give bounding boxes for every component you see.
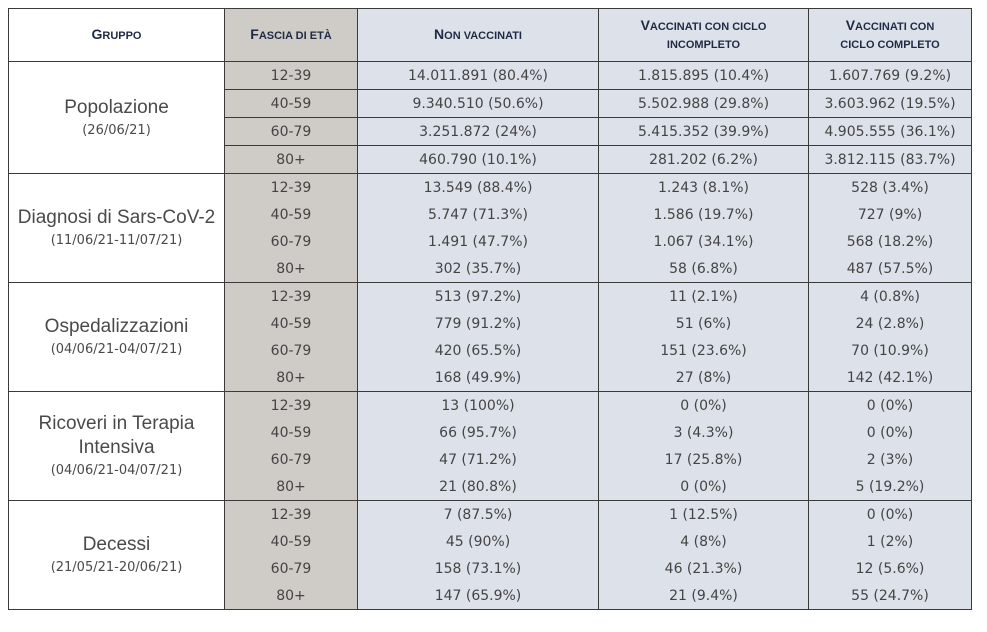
complete-cycle-cell: 528 (3.4%)	[809, 174, 972, 202]
incomplete-cycle-cell: 3 (4.3%)	[599, 419, 809, 446]
incomplete-cycle-cell: 1.586 (19.7%)	[599, 201, 809, 228]
incomplete-cycle-cell: 21 (9.4%)	[599, 582, 809, 610]
age-band-cell: 12-39	[225, 174, 358, 202]
table-row	[9, 501, 972, 529]
table-row	[9, 174, 972, 202]
group-cell	[9, 283, 225, 392]
non-vaccinated-cell: 9.340.510 (50.6%)	[358, 90, 599, 118]
non-vaccinated-cell: 1.491 (47.7%)	[358, 228, 599, 255]
incomplete-cycle-cell: 281.202 (6.2%)	[599, 146, 809, 174]
incomplete-cycle-cell: 46 (21.3%)	[599, 555, 809, 582]
non-vaccinated-cell: 14.011.891 (80.4%)	[358, 62, 599, 90]
incomplete-cycle-cell: 1.815.895 (10.4%)	[599, 62, 809, 90]
header-row	[9, 9, 972, 62]
age-band-cell: 40-59	[225, 201, 358, 228]
age-band-cell: 60-79	[225, 228, 358, 255]
header-age-band: FASCIA DI ETÀ	[225, 9, 358, 62]
incomplete-cycle-cell: 11 (2.1%)	[599, 283, 809, 311]
incomplete-cycle-cell: 1.067 (34.1%)	[599, 228, 809, 255]
complete-cycle-cell: 487 (57.5%)	[809, 255, 972, 283]
group-name: Ospedalizzazioni	[44, 316, 189, 337]
header-group: GRUPPO	[9, 9, 225, 62]
table-body	[9, 62, 972, 610]
group-cell	[9, 62, 225, 174]
non-vaccinated-cell: 302 (35.7%)	[358, 255, 599, 283]
group-name: Ricoveri in Terapia Intensiva	[38, 413, 195, 458]
incomplete-cycle-cell: 51 (6%)	[599, 310, 809, 337]
non-vaccinated-cell: 5.747 (71.3%)	[358, 201, 599, 228]
group-name: Decessi	[82, 534, 151, 555]
complete-cycle-cell: 0 (0%)	[809, 501, 972, 529]
complete-cycle-cell: 0 (0%)	[809, 419, 972, 446]
complete-cycle-cell: 0 (0%)	[809, 392, 972, 420]
incomplete-cycle-cell: 5.502.988 (29.8%)	[599, 90, 809, 118]
non-vaccinated-cell: 779 (91.2%)	[358, 310, 599, 337]
age-band-cell: 40-59	[225, 419, 358, 446]
complete-cycle-cell: 12 (5.6%)	[809, 555, 972, 582]
group-cell	[9, 501, 225, 610]
complete-cycle-cell: 3.603.962 (19.5%)	[809, 90, 972, 118]
complete-cycle-cell: 3.812.115 (83.7%)	[809, 146, 972, 174]
age-band-cell: 12-39	[225, 501, 358, 529]
complete-cycle-cell: 55 (24.7%)	[809, 582, 972, 610]
non-vaccinated-cell: 47 (71.2%)	[358, 446, 599, 473]
age-band-cell: 40-59	[225, 310, 358, 337]
age-band-cell: 12-39	[225, 392, 358, 420]
complete-cycle-cell: 1 (2%)	[809, 528, 972, 555]
incomplete-cycle-cell: 27 (8%)	[599, 364, 809, 392]
group-period: (04/06/21-04/07/21)	[50, 463, 183, 478]
table-row	[9, 62, 972, 90]
complete-cycle-cell: 2 (3%)	[809, 446, 972, 473]
header-incomplete-cycle: VACCINATI CON CICLO INCOMPLETO	[599, 9, 809, 62]
complete-cycle-cell: 70 (10.9%)	[809, 337, 972, 364]
group-period: (04/06/21-04/07/21)	[50, 342, 183, 357]
age-band-cell: 80+	[225, 146, 358, 174]
non-vaccinated-cell: 21 (80.8%)	[358, 473, 599, 501]
non-vaccinated-cell: 147 (65.9%)	[358, 582, 599, 610]
incomplete-cycle-cell: 4 (8%)	[599, 528, 809, 555]
complete-cycle-cell: 1.607.769 (9.2%)	[809, 62, 972, 90]
age-band-cell: 60-79	[225, 337, 358, 364]
group-period: (11/06/21-11/07/21)	[50, 233, 183, 248]
incomplete-cycle-cell: 0 (0%)	[599, 473, 809, 501]
complete-cycle-cell: 142 (42.1%)	[809, 364, 972, 392]
age-band-cell: 40-59	[225, 90, 358, 118]
complete-cycle-cell: 24 (2.8%)	[809, 310, 972, 337]
age-band-cell: 80+	[225, 255, 358, 283]
group-period: (26/06/21)	[82, 122, 151, 138]
age-band-cell: 12-39	[225, 283, 358, 311]
age-band-cell: 60-79	[225, 118, 358, 146]
table-row	[9, 392, 972, 420]
table-row	[9, 283, 972, 311]
complete-cycle-cell: 5 (19.2%)	[809, 473, 972, 501]
group-period: (21/05/21-20/06/21)	[50, 560, 183, 575]
incomplete-cycle-cell: 0 (0%)	[599, 392, 809, 420]
incomplete-cycle-cell: 151 (23.6%)	[599, 337, 809, 364]
non-vaccinated-cell: 158 (73.1%)	[358, 555, 599, 582]
complete-cycle-cell: 4.905.555 (36.1%)	[809, 118, 972, 146]
non-vaccinated-cell: 168 (49.9%)	[358, 364, 599, 392]
non-vaccinated-cell: 420 (65.5%)	[358, 337, 599, 364]
incomplete-cycle-cell: 17 (25.8%)	[599, 446, 809, 473]
complete-cycle-cell: 568 (18.2%)	[809, 228, 972, 255]
complete-cycle-cell: 727 (9%)	[809, 201, 972, 228]
incomplete-cycle-cell: 5.415.352 (39.9%)	[599, 118, 809, 146]
group-name: Popolazione	[64, 96, 169, 118]
incomplete-cycle-cell: 58 (6.8%)	[599, 255, 809, 283]
age-band-cell: 40-59	[225, 528, 358, 555]
header-non-vaccinated: NON VACCINATI	[358, 9, 599, 62]
non-vaccinated-cell: 513 (97.2%)	[358, 283, 599, 311]
age-band-cell: 80+	[225, 582, 358, 610]
vaccination-outcomes-table	[8, 8, 972, 610]
age-band-cell: 60-79	[225, 555, 358, 582]
incomplete-cycle-cell: 1 (12.5%)	[599, 501, 809, 529]
incomplete-cycle-cell: 1.243 (8.1%)	[599, 174, 809, 202]
group-cell	[9, 392, 225, 501]
non-vaccinated-cell: 66 (95.7%)	[358, 419, 599, 446]
header-complete-cycle: VACCINATI CON CICLO COMPLETO	[809, 9, 972, 62]
non-vaccinated-cell: 45 (90%)	[358, 528, 599, 555]
non-vaccinated-cell: 13 (100%)	[358, 392, 599, 420]
age-band-cell: 12-39	[225, 62, 358, 90]
group-cell	[9, 174, 225, 283]
complete-cycle-cell: 4 (0.8%)	[809, 283, 972, 311]
age-band-cell: 80+	[225, 473, 358, 501]
non-vaccinated-cell: 460.790 (10.1%)	[358, 146, 599, 174]
non-vaccinated-cell: 13.549 (88.4%)	[358, 174, 599, 202]
age-band-cell: 60-79	[225, 446, 358, 473]
non-vaccinated-cell: 3.251.872 (24%)	[358, 118, 599, 146]
non-vaccinated-cell: 7 (87.5%)	[358, 501, 599, 529]
age-band-cell: 80+	[225, 364, 358, 392]
group-name: Diagnosi di Sars-CoV-2	[17, 207, 216, 228]
